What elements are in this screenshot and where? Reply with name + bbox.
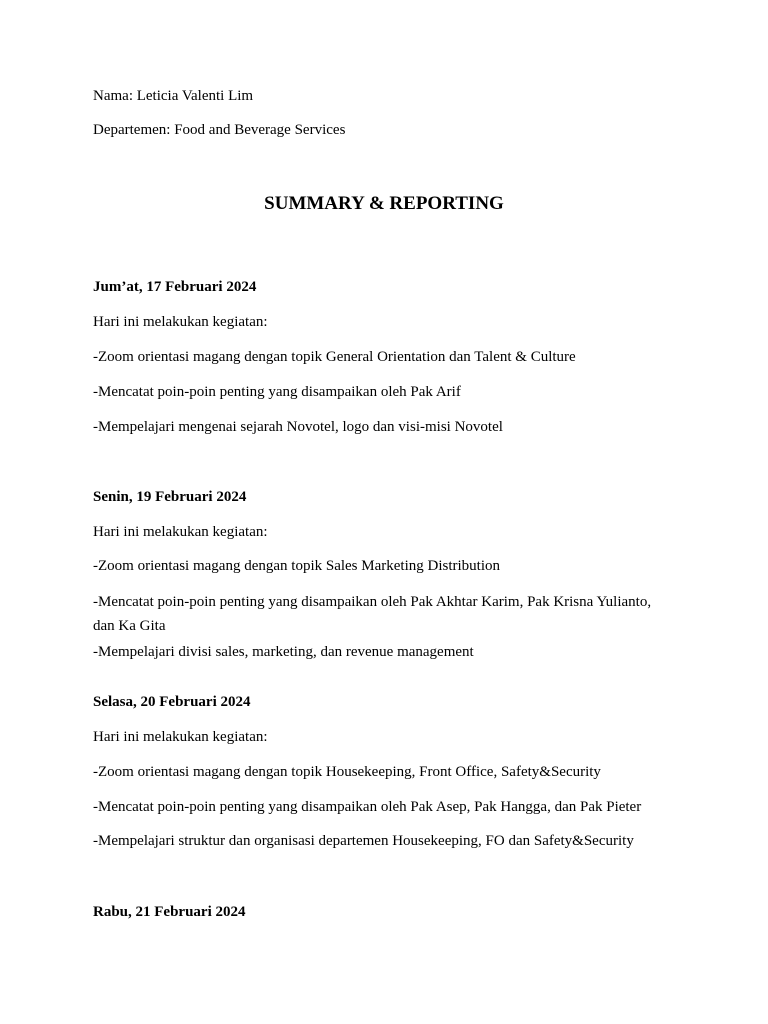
entry-date: Selasa, 20 Februari 2024 — [93, 694, 251, 710]
entry-date: Rabu, 21 Februari 2024 — [93, 904, 246, 920]
entry-item: -Mempelajari mengenai sejarah Novotel, logo dan visi-misi Novotel — [93, 419, 503, 435]
entry-item: -Zoom orientasi magang dengan topik Housekeeping, Front Office, Safety&Security — [93, 764, 601, 780]
entry-date: Jum’at, 17 Februari 2024 — [93, 279, 257, 295]
entry-intro: Hari ini melakukan kegiatan: — [93, 524, 268, 540]
entry-item: -Mencatat poin-poin penting yang disampaikan oleh Pak Akhtar Karim, Pak Krisna Yulianto, — [93, 594, 652, 610]
entry-intro: Hari ini melakukan kegiatan: — [93, 729, 268, 745]
entry-intro: Hari ini melakukan kegiatan: — [93, 314, 268, 330]
entry-item: -Zoom orientasi magang dengan topik General Orientation dan Talent & Culture — [93, 349, 576, 365]
entry-item-continuation: dan Ka Gita — [93, 618, 166, 634]
employee-department: Departemen: Food and Beverage Services — [93, 122, 346, 138]
entry-date: Senin, 19 Februari 2024 — [93, 489, 247, 505]
entry-item: -Mempelajari divisi sales, marketing, dan revenue management — [93, 644, 474, 660]
entry-item: -Mempelajari struktur dan organisasi departemen Housekeeping, FO dan Safety&Security — [93, 833, 634, 849]
entry-item: -Zoom orientasi magang dengan topik Sales Marketing Distribution — [93, 558, 501, 574]
employee-name: Nama: Leticia Valenti Lim — [93, 88, 254, 104]
entry-item: -Mencatat poin-poin penting yang disampaikan oleh Pak Asep, Pak Hangga, dan Pak Pieter — [93, 799, 642, 815]
page-title: SUMMARY & REPORTING — [264, 193, 504, 214]
entry-item: -Mencatat poin-poin penting yang disampaikan oleh Pak Arif — [93, 384, 461, 400]
